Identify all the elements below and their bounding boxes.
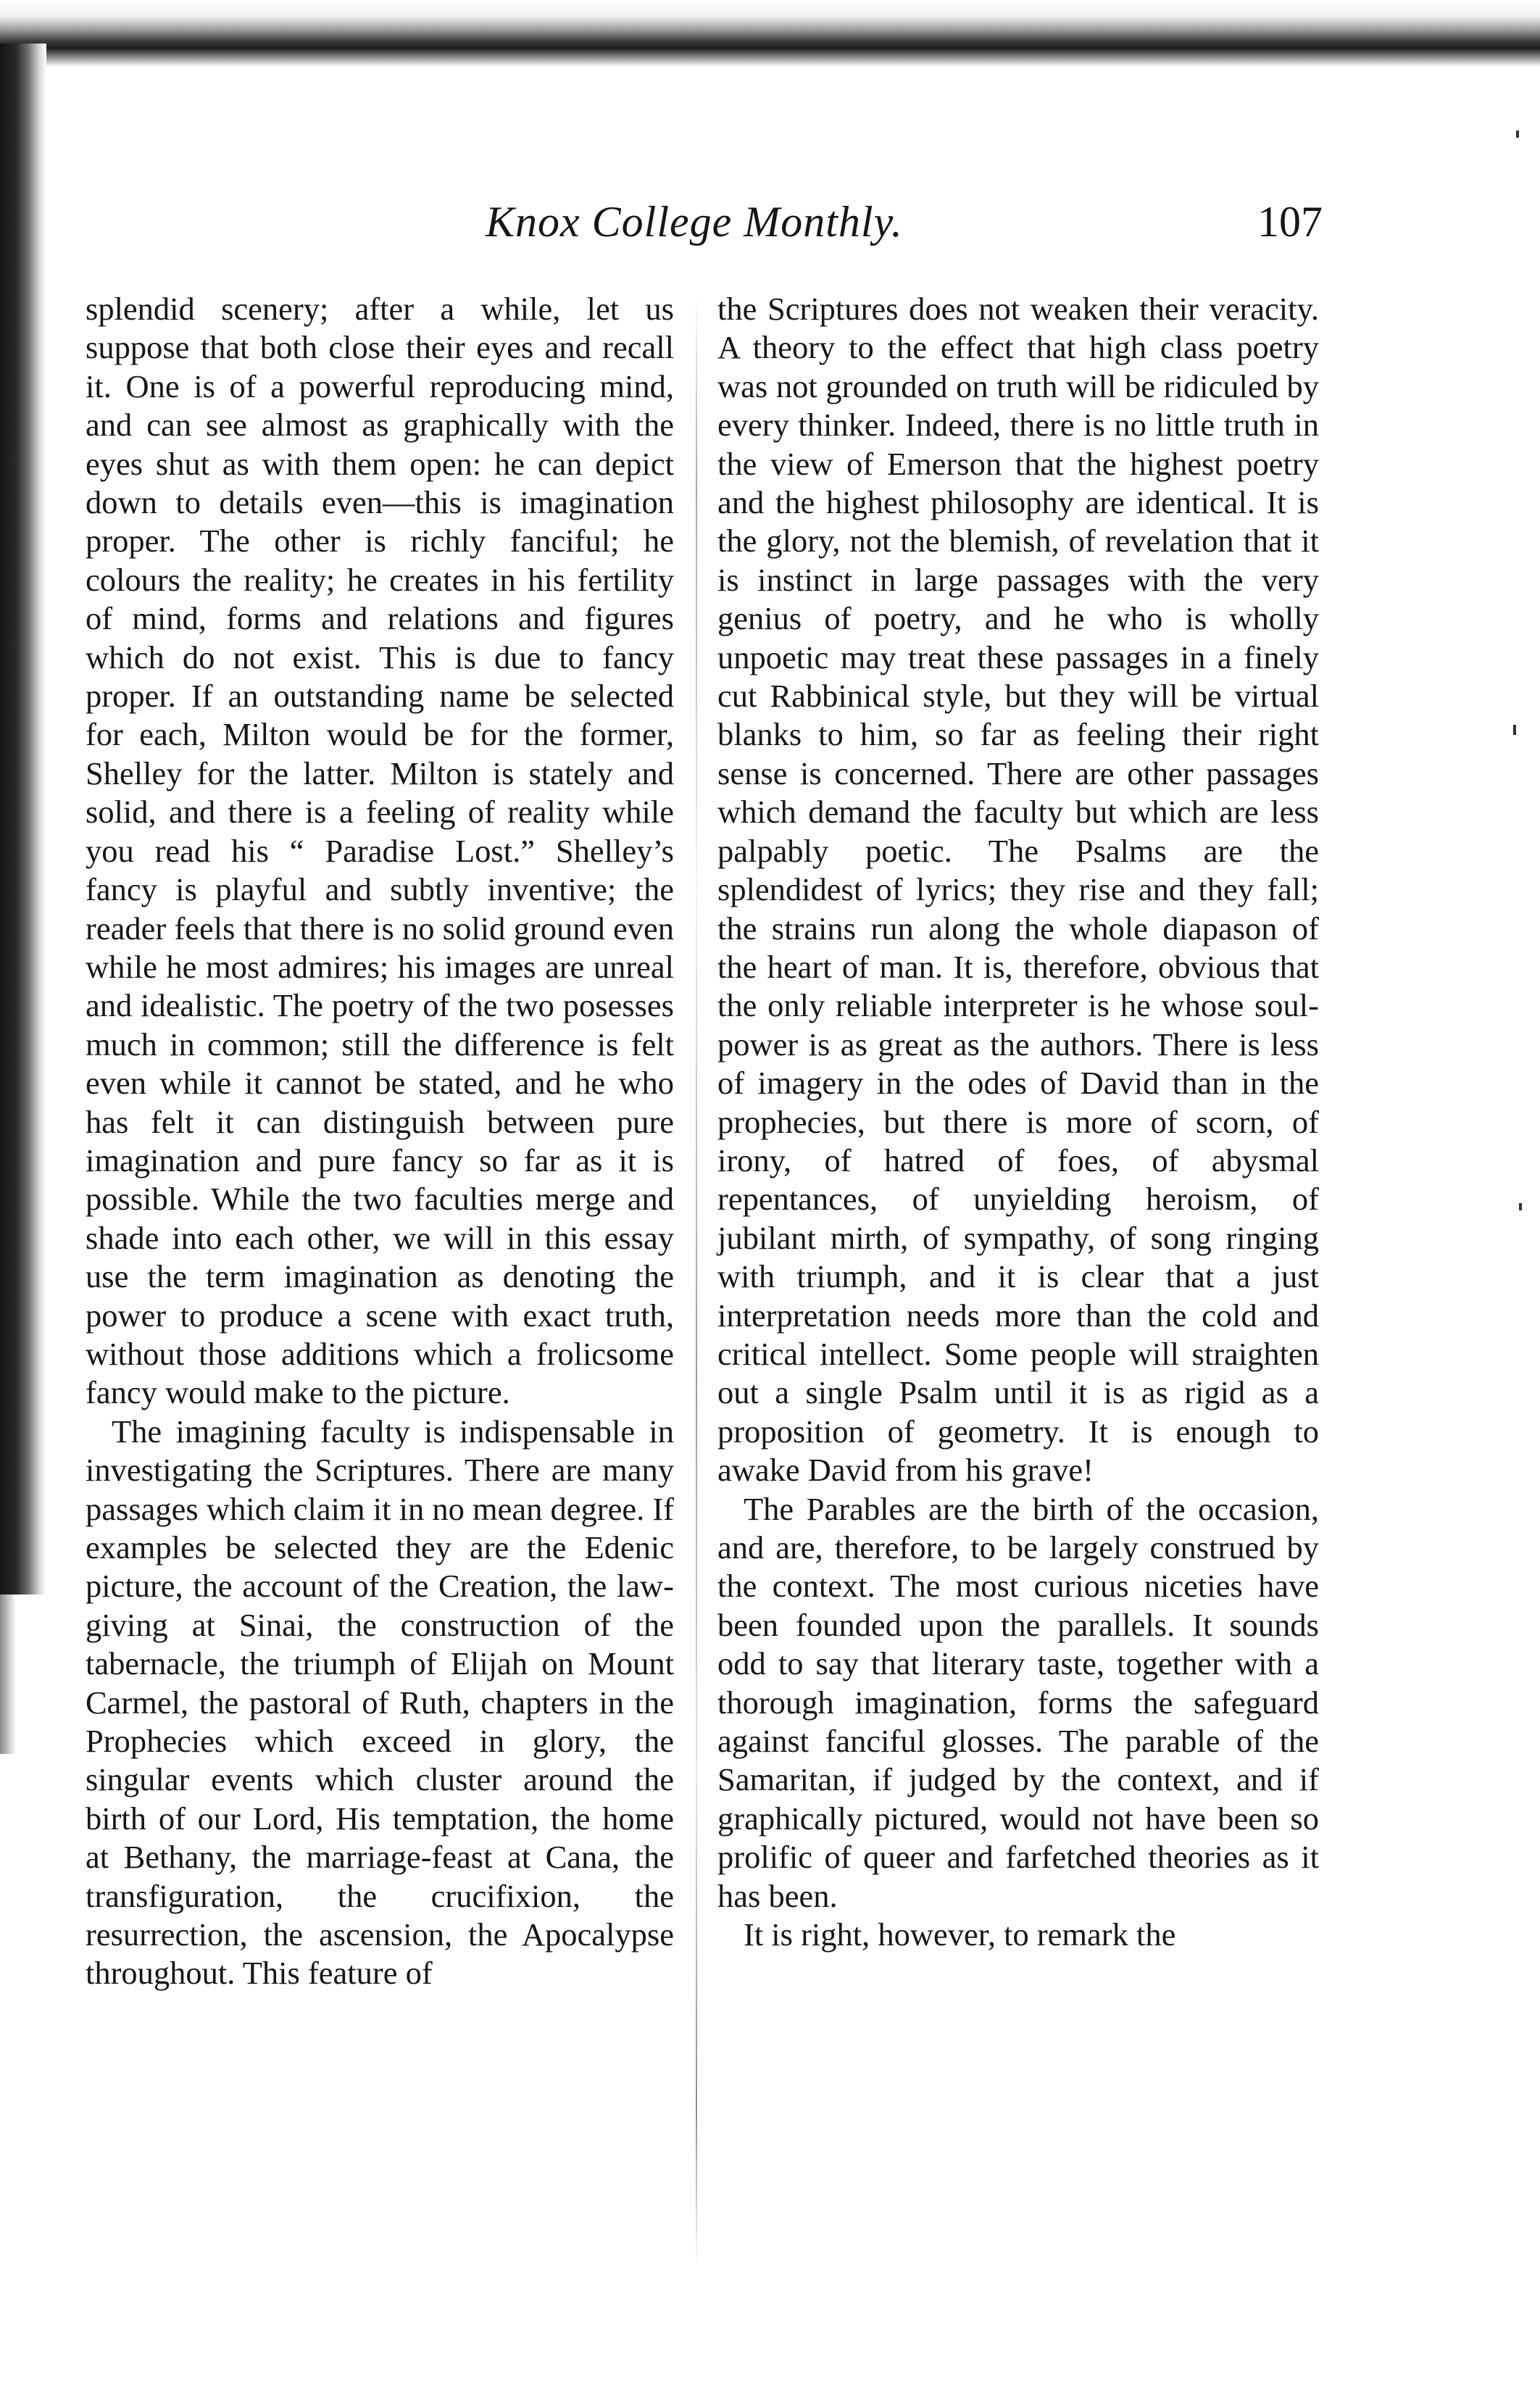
- paragraph: The Parables are the birth of the occasion, and are, therefore, to be largely construed by the context. The most curious niceties have been founded upon the parallels. It sounds odd to say that literary taste, together with a thorough imagination, forms the safeguard against fanciful glosses. The parable of the Samaritan, if judged by the context, and if graphically pictured, would not have been so prolific of queer and farfetched theories as it has been.: [717, 1490, 1319, 1914]
- scan-speck: [1519, 1203, 1522, 1210]
- paragraph: the Scriptures does not weaken their veracity. A theory to the effect that high class poetry was not grounded on truth will be ridiculed by every thinker. Indeed, there is no little truth in the view of Emerson that the highest poetry and the highest philosophy are identical. It is the glory, not the blemish, of revelation that it is instinct in large passages with the very genius of poetry, and he who is wholly unpoetic may treat these passages in a finely cut Rabbinical style, but they will be virtual blanks to him, so far as feeling their right sense is concerned. There are other passages which demand the faculty but which are less palpably poetic. The Psalms are the splendidest of lyrics; they rise and they fall; the strains run along the whole diapason of the heart of man. It is, therefore, obvious that the only reliable interpreter is he whose soulpower is as great as the authors. There is less of imagery in the odes of David than in the prophecies, but there is more of scorn, of irony, of hatred of foes, of abysmal repentances, of unyielding heroism, of jubilant mirth, of sympathy, of song ringing with triumph, and it is clear that a just interpretation needs more than the cold and critical intellect. Some people will straighten out a single Psalm until it is as rigid as a proposition of geometry. It is enough to awake David from his grave!: [717, 291, 1319, 1489]
- column-divider: [696, 290, 697, 2269]
- paragraph: The imagining faculty is indispensable in investigating the Scriptures. There are many passages which claim it in no mean degree. If examples be selected they are the Edenic picture, the account of the Creation, the lawgiving at Sinai, the construction of the tabernacle, the triumph of Elijah on Mount Carmel, the pastoral of Ruth, chapters in the Prophecies which exceed in glory, the singular events which cluster around the birth of our Lord, His temptation, the home at Bethany, the marriage-feast at Cana, the transfiguration, the crucifixion, the resurrection, the ascension, the Apocalypse throughout. This feature of: [86, 1413, 674, 1992]
- scan-speck: [1516, 130, 1519, 138]
- paragraph: splendid scenery; after a while, let us suppose that both close their eyes and recall it. One is of a powerful reproducing mind, and can see almost as graphically with the eyes shut as with them open: he can depict down to details even—this is imagination proper. The other is richly fanciful; he colours the reality; he creates in his fertility of mind, forms and relations and figures which do not exist. This is due to fancy proper. If an outstanding name be selected for each, Milton would be for the former, Shelley for the latter. Milton is stately and solid, and there is a feeling of reality while you read his “ Paradise Lost.” Shelley’s fancy is playful and subtly inventive; the reader feels that there is no solid ground even while he most admires; his images are unreal and idealistic. The poetry of the two posesses much in common; still the difference is felt even while it cannot be stated, and he who has felt it can distinguish between pure imagination and pure fancy so far as it is possible. While the two faculties merge and shade into each other, we will in this essay use the term imagination as denoting the power to produce a scene with exact truth, without those additions which a frolicsome fancy would make to the picture.: [86, 291, 674, 1411]
- page-number: 107: [1257, 198, 1323, 246]
- scan-speck: [1513, 725, 1516, 735]
- page-header: [94, 197, 1323, 255]
- right-column: [717, 290, 1319, 1954]
- scan-binding-shadow-lower: [0, 1595, 16, 1754]
- running-title: Knox College Monthly.: [486, 198, 903, 246]
- left-column: [86, 290, 674, 1993]
- paragraph: It is right, however, to remark the: [744, 1916, 1176, 1953]
- scan-binding-shadow: [0, 43, 46, 1595]
- scan-top-edge-shadow: [0, 0, 1540, 67]
